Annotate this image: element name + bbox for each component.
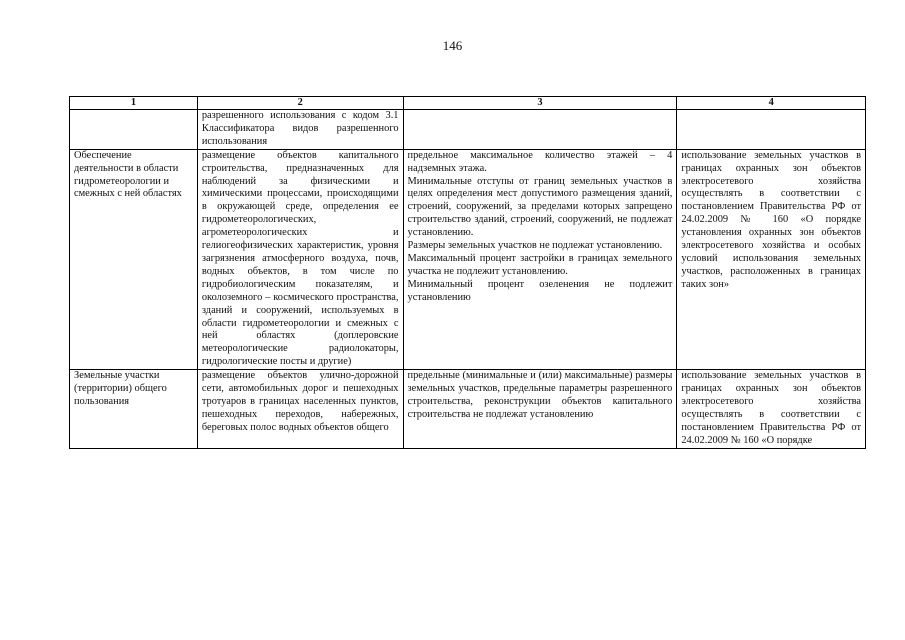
zoning-table (69, 96, 866, 449)
table-row (70, 110, 866, 150)
row-2-parameter-line: Минимальный процент озеленения не подлежит установлению (407, 278, 673, 303)
header-col-1: 1 (70, 97, 198, 110)
row-2-restrictions: использование земельных участков в границах охранных зон объектов электросетевого хозяйства осуществлять в соответствии с постановлением Правительства РФ от 24.02.2009 № 160 «О порядке установления охранных зон объектов электросетевого хозяйства и особых условий использования земельных участков, расположенных в границах таких зон» (677, 149, 866, 369)
table-header-row (70, 97, 866, 110)
row-2-description: размещение объектов капитального строительства, предназначенных для наблюдений за физическими и химическими процессами, происходящими в окружающей среде, определения ее гидрометеорологических, агрометеорологических и гелиогеофизических характеристик, уровня загрязнения атмосферного воздуха, почв, водных объектов, в том числе по гидробиологическим показателям, и околоземного – космического пространства, зданий и сооружений, используемых в области гидрометеорологии и смежных с ней областях (доплеровские метеорологические радиолокаторы, гидрологические посты и другие) (197, 149, 403, 369)
row-2-parameter-line: Максимальный процент застройки в границах земельного участка не подлежит установлению. (407, 252, 673, 277)
row-3-activity: Земельные участки (территории) общего пользования (70, 370, 198, 448)
table-row (70, 149, 866, 369)
row-2-activity: Обеспечение деятельности в области гидрометеорологии и смежных с ней областях (70, 149, 198, 369)
row-2-parameter-line: Минимальные отступы от границ земельных участков в целях определения мест допустимого размещения зданий, строений, сооружений, за пределами которых запрещено строительство зданий, строений, сооружений, не подлежат установлению. (407, 175, 673, 239)
row-3-parameters: предельные (минимальные и (или) максимальные) размеры земельных участков, предельные параметры разрешенного строительства, реконструкции объектов капитального строительства не подлежат установлению (403, 370, 677, 448)
header-col-2: 2 (197, 97, 403, 110)
row-1-activity (70, 110, 198, 150)
header-col-3: 3 (403, 97, 677, 110)
row-3-restrictions: использование земельных участков в границах охранных зон объектов электросетевого хозяйства осуществлять в соответствии с постановлением Правительства РФ от 24.02.2009 № 160 «О порядке (677, 370, 866, 448)
row-1-restrictions (677, 110, 866, 150)
header-col-4: 4 (677, 97, 866, 110)
row-2-parameter-line: предельное максимальное количество этажей – 4 надземных этажа. (407, 149, 673, 174)
row-2-parameter-line: Размеры земельных участков не подлежат установлению. (407, 240, 663, 252)
table-row (70, 370, 866, 448)
row-1-description: разрешенного использования с кодом 3.1 Классификатора видов разрешенного использования (197, 110, 403, 150)
row-1-parameters (403, 110, 677, 150)
page-number: 146 (442, 38, 463, 53)
row-3-description: размещение объектов улично-дорожной сети, автомобильных дорог и пешеходных тротуаров в границах населенных пунктов, пешеходных переходов, набережных, береговых полос водных объектов общего (197, 370, 403, 448)
row-2-parameters (403, 149, 677, 369)
